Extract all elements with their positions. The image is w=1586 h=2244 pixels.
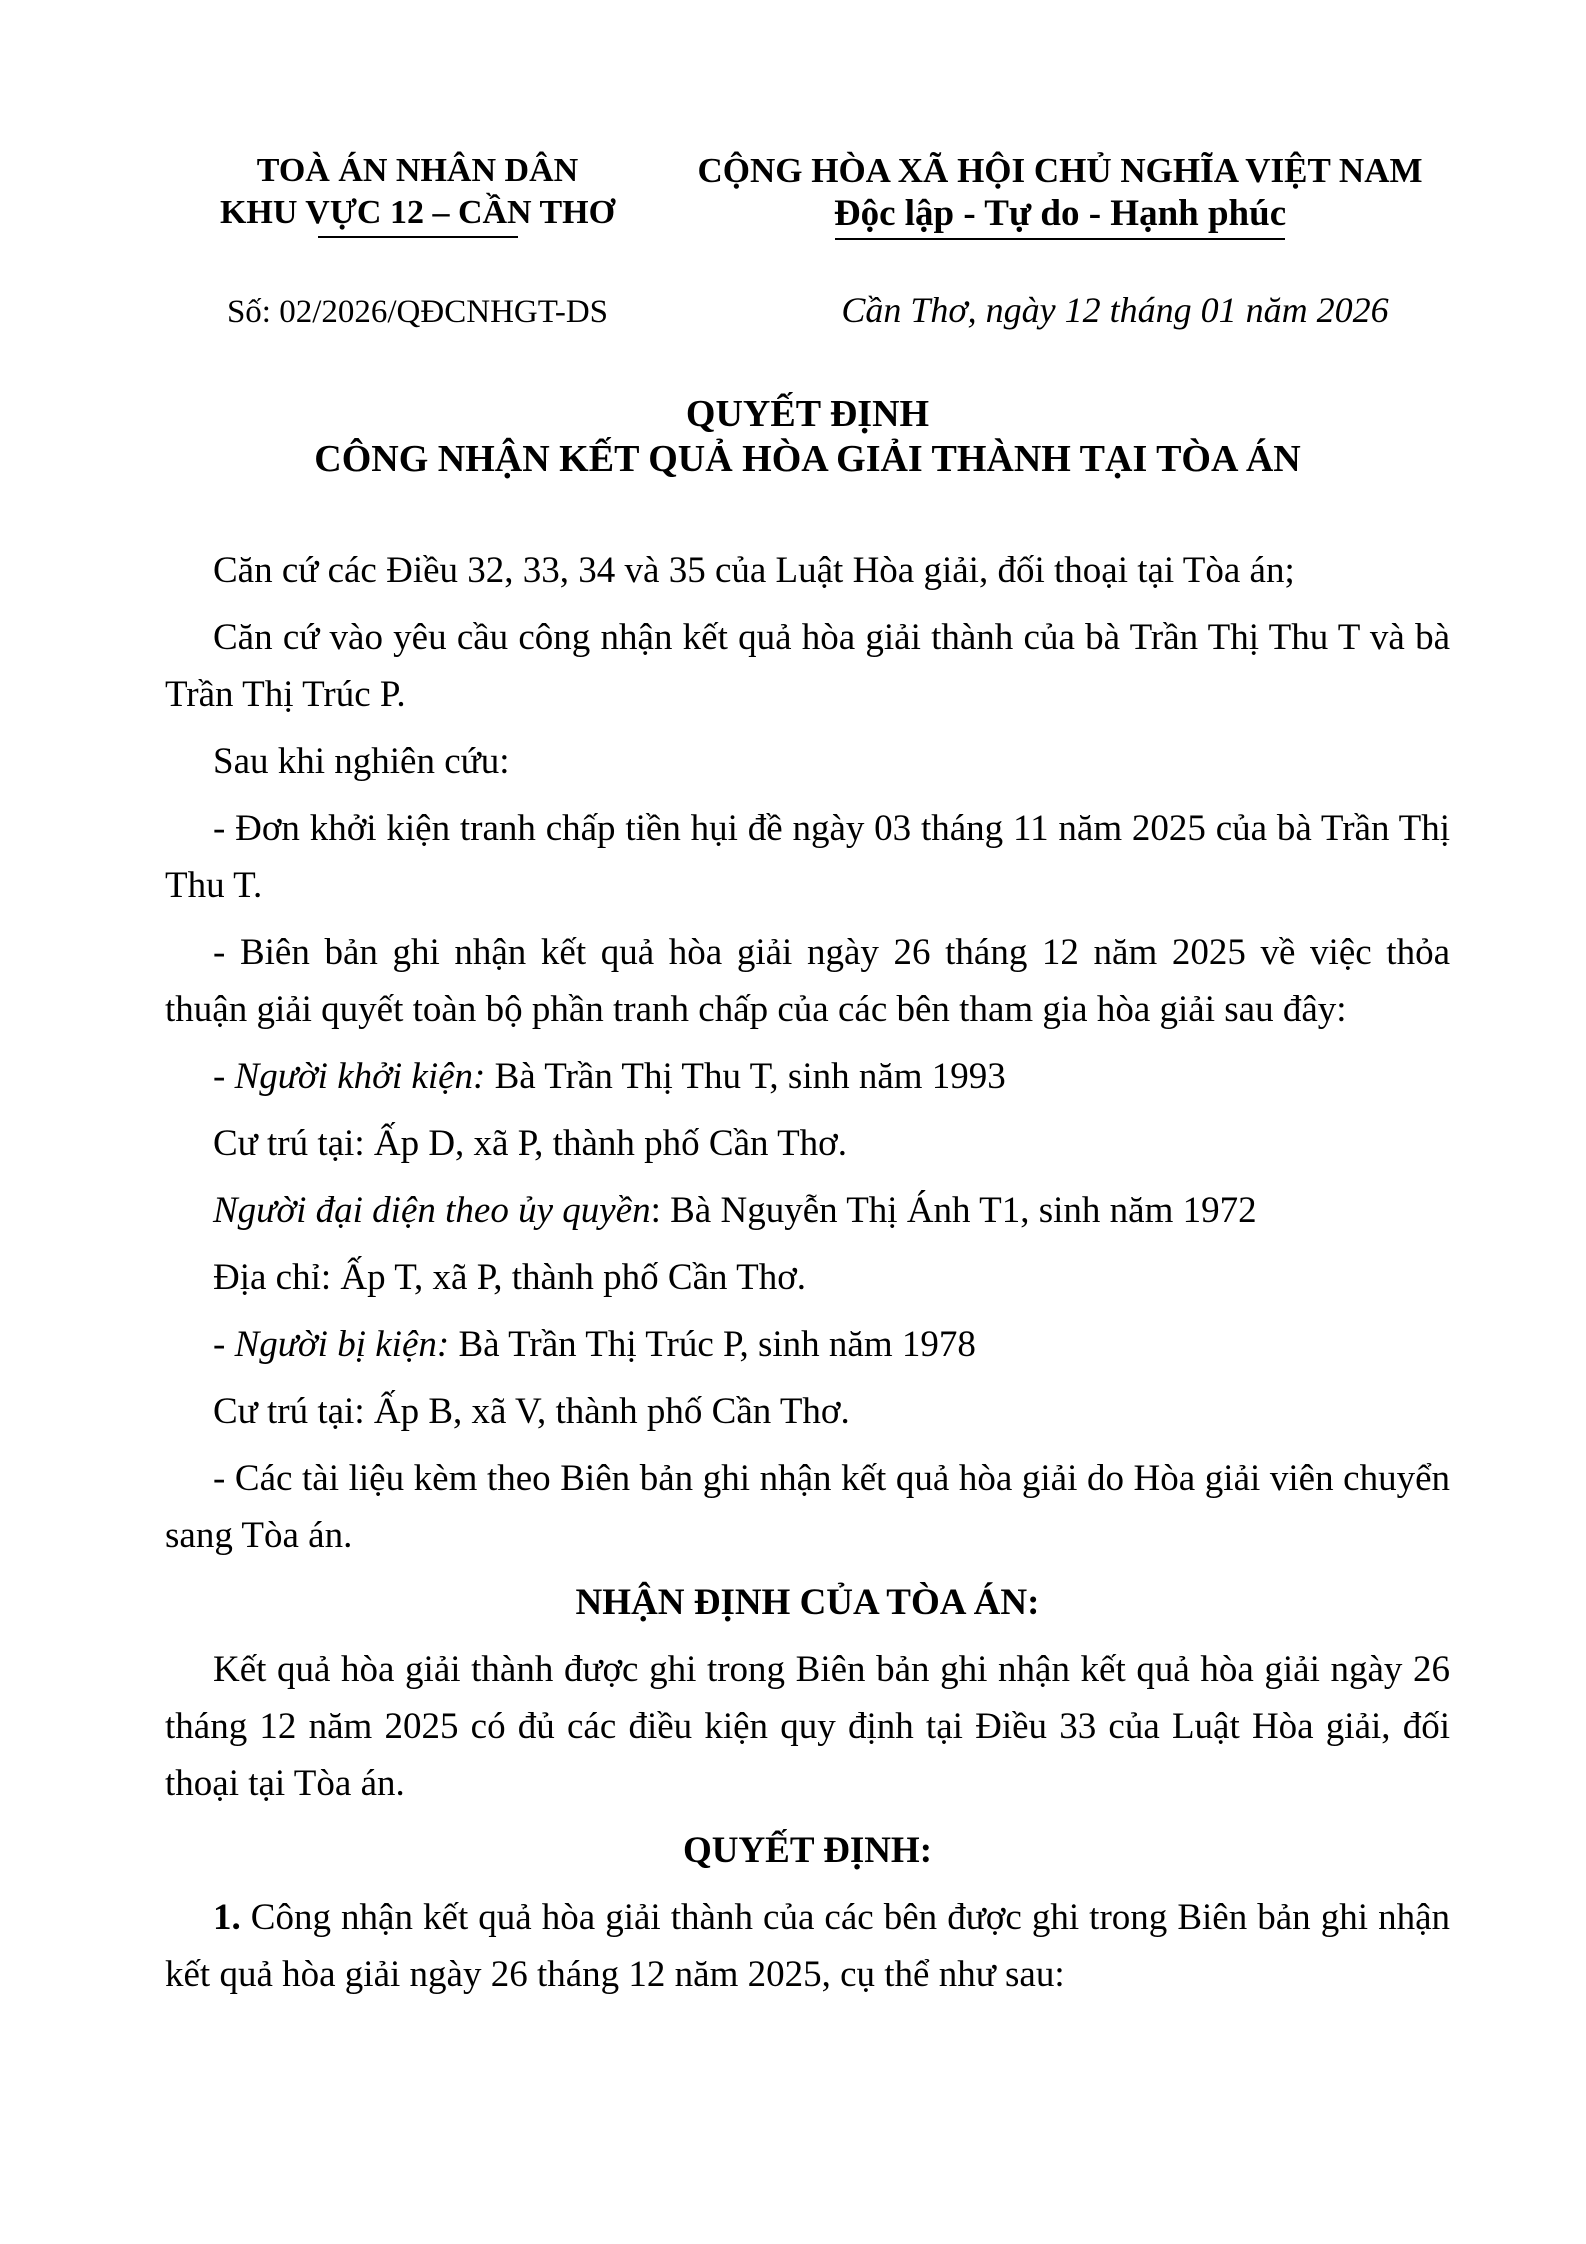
text-run: Bà Trần Thị Trúc P, sinh năm 1978 xyxy=(449,1324,976,1365)
text-run: Kết quả hòa giải thành được ghi trong Biên bản ghi nhận kết quả hòa giải ngày 26 tháng 12 năm 2025 có đủ các điều kiện quy định tại Điều 33 của Luật Hòa giải, đối thoại tại Tòa án. xyxy=(165,1649,1450,1804)
body-paragraph xyxy=(165,1641,1450,1812)
text-run: Cư trú tại: Ấp D, xã P, thành phố Cần Thơ. xyxy=(213,1123,847,1164)
body-paragraph xyxy=(165,1182,1450,1239)
text-run: QUYẾT ĐỊNH: xyxy=(682,1830,933,1871)
section-heading xyxy=(165,1822,1450,1879)
text-run: - Đơn khởi kiện tranh chấp tiền hụi đề ngày 03 tháng 11 năm 2025 của bà Trần Thị Thu T. xyxy=(165,808,1450,906)
document-title-line2: CÔNG NHẬN KẾT QUẢ HÒA GIẢI THÀNH TẠI TÒA ÁN xyxy=(314,438,1301,480)
text-run: Căn cứ các Điều 32, 33, 34 và 35 của Luật Hòa giải, đối thoại tại Tòa án; xyxy=(213,550,1295,591)
body-paragraph xyxy=(165,1316,1450,1373)
text-run: Người bị kiện: xyxy=(234,1324,450,1365)
text-run: 1. xyxy=(213,1897,241,1938)
body-paragraph xyxy=(165,1450,1450,1564)
national-header xyxy=(165,150,1450,240)
text-run: NHẬN ĐỊNH CỦA TÒA ÁN: xyxy=(575,1582,1040,1623)
body-paragraph xyxy=(165,800,1450,914)
text-run: : Bà Nguyễn Thị Ánh T1, sinh năm 1972 xyxy=(650,1190,1257,1231)
text-run: - xyxy=(213,1324,235,1365)
motto-underline xyxy=(835,238,1285,240)
document-title-line1: QUYẾT ĐỊNH xyxy=(685,393,930,435)
court-underline xyxy=(318,236,518,238)
document-body xyxy=(165,542,1450,2003)
document-title xyxy=(165,392,1450,482)
document-number: Số: 02/2026/QĐCNHGT-DS xyxy=(226,294,609,330)
body-paragraph xyxy=(165,924,1450,1038)
text-run: Sau khi nghiên cứu: xyxy=(213,741,510,782)
text-run: Căn cứ vào yêu cầu công nhận kết quả hòa giải thành của bà Trần Thị Thu T và bà Trần Thị Trúc P. xyxy=(165,617,1450,715)
text-run: Công nhận kết quả hòa giải thành của các bên được ghi trong Biên bản ghi nhận kết quả hòa giải ngày 26 tháng 12 năm 2025, cụ thể như sau: xyxy=(165,1897,1450,1995)
republic-motto: Độc lập - Tự do - Hạnh phúc xyxy=(833,193,1287,234)
court-header xyxy=(165,150,670,238)
court-name-line1: TOÀ ÁN NHÂN DÂN xyxy=(256,152,579,189)
place-and-date: Cần Thơ, ngày 12 tháng 01 năm 2026 xyxy=(841,290,1389,330)
text-run: - Biên bản ghi nhận kết quả hòa giải ngày 26 tháng 12 năm 2025 về việc thỏa thuận giải quyết toàn bộ phần tranh chấp của các bên tham gia hòa giải sau đây: xyxy=(165,932,1450,1030)
body-paragraph xyxy=(165,1889,1450,2003)
text-run: Địa chỉ: Ấp T, xã P, thành phố Cần Thơ. xyxy=(213,1257,807,1298)
number-date-row xyxy=(165,290,1450,332)
body-paragraph xyxy=(165,1115,1450,1172)
body-paragraph xyxy=(165,1383,1450,1440)
text-run: - Các tài liệu kèm theo Biên bản ghi nhận kết quả hòa giải do Hòa giải viên chuyển sang Tòa án. xyxy=(165,1458,1450,1556)
body-paragraph xyxy=(165,733,1450,790)
body-paragraph xyxy=(165,1048,1450,1105)
text-run: Bà Trần Thị Thu T, sinh năm 1993 xyxy=(485,1056,1006,1097)
text-run: - xyxy=(213,1056,235,1097)
body-paragraph xyxy=(165,542,1450,599)
text-run: Người đại diện theo ủy quyền xyxy=(213,1190,651,1231)
text-run: Cư trú tại: Ấp B, xã V, thành phố Cần Thơ. xyxy=(213,1391,850,1432)
text-run: Người khởi kiện: xyxy=(234,1056,486,1097)
republic-name: CỘNG HÒA XÃ HỘI CHỦ NGHĨA VIỆT NAM xyxy=(697,151,1423,190)
section-heading xyxy=(165,1574,1450,1631)
court-name-line2: KHU VỰC 12 – CẦN THƠ xyxy=(219,194,616,231)
body-paragraph xyxy=(165,1249,1450,1306)
republic-header xyxy=(670,150,1450,240)
body-paragraph xyxy=(165,609,1450,723)
